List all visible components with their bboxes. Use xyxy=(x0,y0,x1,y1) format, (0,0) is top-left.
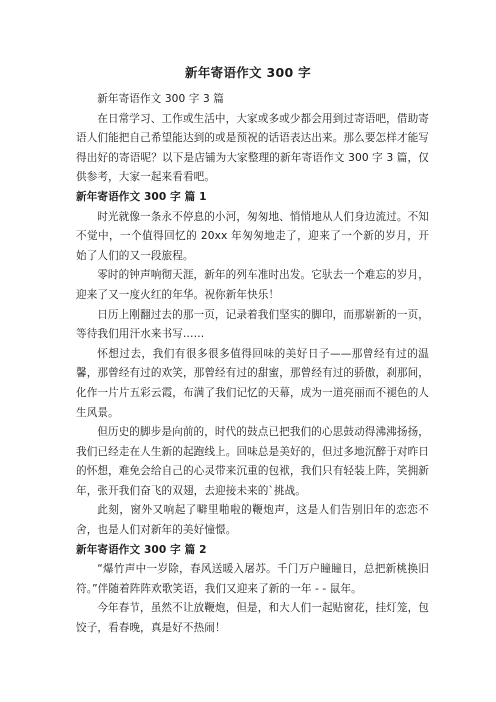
document-body xyxy=(76,90,429,639)
paragraph: 怀想过去，我们有很多很多值得回味的美好日子——那曾经有过的温馨，那曾经有过的欢笑，那曾经有过的甜蜜，那曾经有过的骄傲，刹那间，化作一片片五彩云霞，布满了我们记忆的天幕，成为一道亮丽而不褪色的人生风景。 xyxy=(76,347,429,419)
paragraph-intro: 在日常学习、工作或生活中，大家或多或少都会用到过寄语吧，借助寄语人们能把自己希望能达到的或是预祝的话语表达出来。那么要怎样才能写得出好的寄语呢？以下是店铺为大家整理的新年寄语作文 300 字 3 篇，仅供参考，大家一起来看看吧。 xyxy=(76,112,429,184)
paragraph: 零时的钟声响彻天涯，新年的列车准时出发。它驮去一个难忘的岁月，迎来了又一度火红的年华。祝你新年快乐！ xyxy=(76,269,429,301)
section-heading-2: 新年寄语作文 300 字 篇 2 xyxy=(76,543,207,556)
section-heading-1: 新年寄语作文 300 字 篇 1 xyxy=(76,190,207,203)
paragraph: “爆竹声中一岁除，春风送暖入屠苏。千门万户瞳瞳日，总把新桃换旧符。”伴随着阵阵欢歌笑语，我们又迎来了新的一年 - - 鼠年。 xyxy=(76,563,429,595)
paragraph-subtitle: 新年寄语作文 300 字 3 篇 xyxy=(97,93,224,105)
paragraph: 但历史的脚步是向前的，时代的鼓点已把我们的心思鼓动得沸沸扬扬，我们已经走在人生新的起跑线上。回味总是美好的，但过多地沉醉于对昨日的怀想，难免会给自己的心灵带来沉重的包袱，我们只有轻装上阵，笑拥新年，张开我们奋飞的双翅，去迎接未来的`挑战。 xyxy=(76,426,429,497)
paragraph: 日历上刚翻过去的那一页，记录着我们坚实的脚印，而那崭新的一页，等待我们用汗水来书写…… xyxy=(76,308,429,341)
paragraph: 今年春节，虽然不让放鞭炮，但是，和大人们一起贴窗花，挂灯笼，包饺子，看春晚，真是好不热闹！ xyxy=(76,602,429,635)
paragraph: 时光就像一条永不停息的小河，匆匆地、悄悄地从人们身边流过。不知不觉中，一个值得回忆的 20xx 年匆匆地走了，迎来了一个新的岁月，开始了人们的又一段旅程。 xyxy=(76,210,429,262)
document-title: 新年寄语作文 300 字 xyxy=(185,65,311,80)
paragraph: 此刻，窗外又响起了噼里啪啦的鞭炮声，这是人们告别旧年的恋恋不舍，也是人们对新年的美好憧憬。 xyxy=(76,504,429,537)
